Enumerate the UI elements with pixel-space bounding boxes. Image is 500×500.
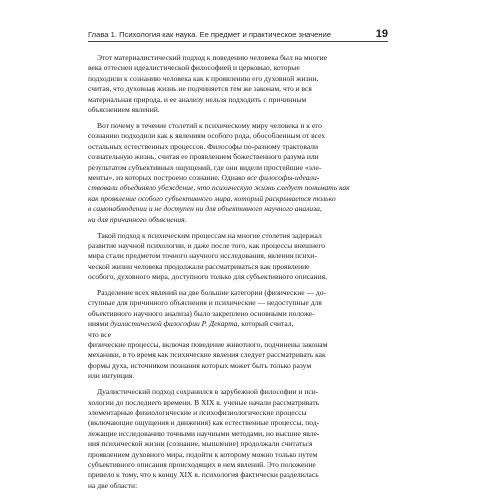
- text-line: развитие научной психологии, и даже после того, как процессы внешнего: [88, 240, 326, 250]
- text-line: считая, что духовная жизнь не подчиняется тем же законам, что и вся: [88, 84, 312, 94]
- italic-run: как проявление особого субъективного мира, который раскрывается только: [88, 193, 336, 203]
- text-line: ступные для причинного объяснения и психические — недоступные для: [88, 298, 322, 308]
- text-line: [88, 204, 388, 214]
- text-line: Такой подход к психическим процессам на многие столетия задержал: [97, 230, 322, 240]
- paragraph-5: [88, 387, 388, 491]
- text-line: Дуалистический подход сохранился в зарубежной философии и пси-: [97, 387, 319, 397]
- text-line: века оттеснен идеалистической философией и церковью, которые: [88, 63, 300, 73]
- text-line: остальных естественных процессов. Философы по-разному трактовали: [88, 141, 319, 151]
- running-head: Глава 1. Психология как наука. Ее предмет и практическое значение: [88, 30, 332, 39]
- text-line: [88, 183, 388, 193]
- text-line: элементарные физиологические и психофизиологические процессы: [88, 408, 307, 417]
- text-line: Этот материалистический подход к поведению человека был на многие: [97, 53, 327, 62]
- text-line: на две области:: [88, 480, 138, 490]
- text-line: ческой жизни человека продолжали рассматриваться как проявление: [88, 261, 310, 271]
- text-line: ния психической жизни (сознание, мышление) продолжали считаться: [88, 439, 313, 449]
- body-text: [88, 53, 388, 497]
- text-line: [88, 215, 388, 225]
- page-number: 19: [375, 28, 388, 40]
- italic-run: в самонаблюдении и не доступен ни для объективного научного анализа,: [88, 204, 322, 214]
- text-line: физические процессы, включая поведение животного, подчинены законам: [88, 340, 328, 350]
- text-line: формы духа, источником познания которых может быть только разум: [88, 360, 312, 370]
- text-line: сознанию подходили как к явлениям особого рода, обособленным от всех: [88, 131, 326, 141]
- text-line: или интуиция.: [88, 371, 135, 381]
- text-line: субъективного описания происходящих в нем явлений. Это положение: [88, 460, 316, 470]
- text-line: объяснением явлений.: [88, 105, 160, 115]
- text-line: [88, 194, 388, 204]
- text-line: [88, 173, 388, 183]
- text-run: , который считал,: [237, 319, 294, 329]
- italic-run: дуалистической философии Р. Декарта: [110, 319, 238, 329]
- paragraph-4: [88, 288, 388, 382]
- italic-run: ни для причинного объяснения.: [88, 214, 187, 224]
- italic-run: все философы-идеали-: [247, 172, 320, 182]
- text-line: особого, духовного мира, доступного только для субъективного описания.: [88, 272, 327, 282]
- text-line: подходили к сознанию человека как к проявлению его духовной жизни,: [88, 73, 319, 83]
- text-line: лежащие исследованию точными научными методами, но высшие явле-: [88, 428, 320, 438]
- paragraph-2: [88, 121, 388, 225]
- text-run: менты», из которых построено сознание. Однако: [88, 172, 248, 182]
- text-line: мира стали предметом точного научного исследования, явления психи-: [88, 251, 317, 261]
- text-line: [88, 319, 388, 329]
- page-header: [88, 28, 388, 48]
- header-rule: [88, 41, 388, 42]
- text-line: Вот почему в течение столетий к психическому миру человека и к его: [97, 120, 322, 130]
- text-line: сознательную жизнь, считая ее проявлением божественного разума или: [88, 152, 319, 162]
- text-line: материальная природа, и ее анализу нельзя подходить с причинным: [88, 94, 307, 104]
- text-line: (включающие ощущения и движения) как естественные процессы, под-: [88, 418, 320, 428]
- text-line: механики, в то время как психические явления следует рассматривать как: [88, 350, 326, 360]
- paragraph-1: [88, 53, 388, 115]
- italic-run: ствовали: [88, 183, 120, 193]
- text-line: хологии до последнего времени. В XIX в. ученые начали рассматривать: [88, 397, 320, 407]
- paragraph-3: [88, 231, 388, 283]
- text-line: привело к тому, что к концу XIX в. психология фактически разделилась: [88, 470, 319, 480]
- text-line: проявлением духовного мира, подойти к которому можно только путем: [88, 449, 318, 459]
- text-line: объективного научного анализа) было закреплено основными положе-: [88, 308, 315, 318]
- text-line: Разделение всех явлений на две большие категории (физические — до-: [97, 288, 327, 298]
- text-line: что все: [88, 329, 111, 339]
- text-line: результатом субъективных ощущений, где они видели простейшие «эле-: [88, 162, 322, 172]
- italic-run: объединяло убеждение, что психическую жизнь следует понимать как: [119, 183, 350, 193]
- text-run: ниями: [88, 319, 111, 329]
